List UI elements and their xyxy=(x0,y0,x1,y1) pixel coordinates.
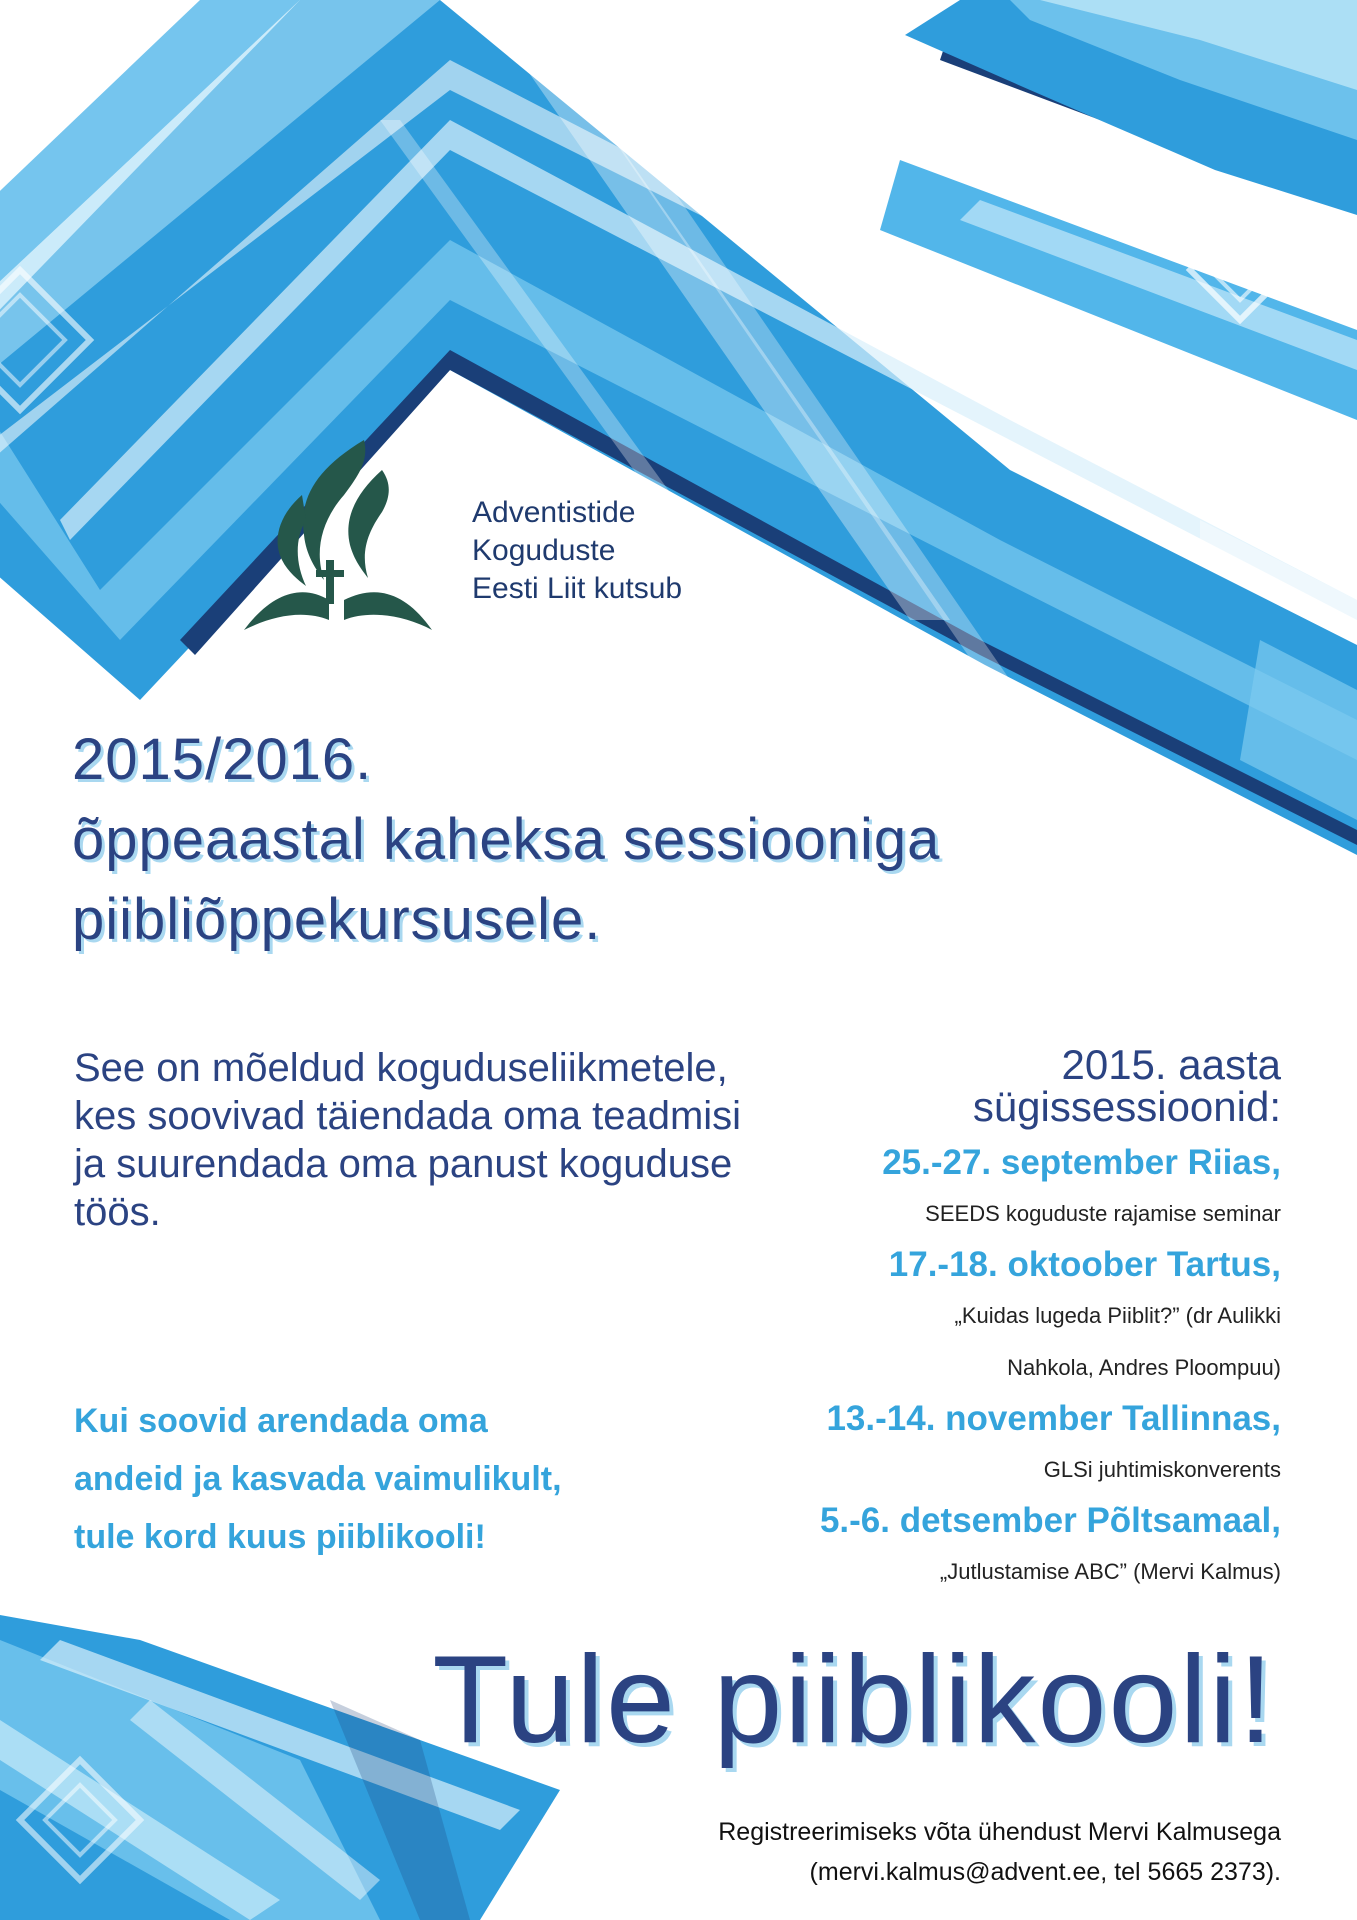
session-date: 13.-14. november Tallinnas, xyxy=(826,1399,1281,1438)
call-to-action xyxy=(74,1392,674,1566)
sessions-title-line-1: 2015. aasta xyxy=(1061,1041,1281,1088)
organization-name xyxy=(472,494,682,608)
sessions-title-line-2: sügissessioonid: xyxy=(972,1083,1281,1130)
headline-line-2: õppeaastal kaheksa sessiooniga xyxy=(72,807,941,872)
headline xyxy=(72,720,940,960)
contact-line-2: (mervi.kalmus@advent.ee, tel 5665 2373). xyxy=(809,1858,1281,1886)
sda-flame-bible-logo-icon xyxy=(244,440,432,630)
contact-info xyxy=(718,1812,1281,1892)
headline-line-1: 2015/2016. xyxy=(72,727,373,792)
cta-line-3: tule kord kuus piiblikooli! xyxy=(74,1518,486,1556)
org-line-1: Adventistide xyxy=(472,496,636,529)
contact-line-1: Registreerimiseks võta ühendust Mervi Kalmusega xyxy=(718,1818,1281,1846)
intro-paragraph: See on mõeldud koguduseliikmetele, kes soovivad täiendada oma teadmisi ja suurendada oma panust koguduse töös. xyxy=(74,1046,742,1234)
session-description: GLSi juhtimiskonverents xyxy=(1043,1457,1281,1482)
headline-line-3: piibliõppekursusele. xyxy=(72,887,602,952)
session-description-continued: Nahkola, Andres Ploompuu) xyxy=(1007,1355,1281,1380)
session-date: 5.-6. detsember Põltsamaal, xyxy=(819,1501,1281,1540)
session-description: SEEDS koguduste rajamise seminar xyxy=(925,1201,1281,1226)
org-line-2: Koguduste xyxy=(472,534,616,567)
session-description: „Kuidas lugeda Piiblit?” (dr Aulikki xyxy=(954,1303,1281,1328)
cta-line-2: andeid ja kasvada vaimulikult, xyxy=(74,1460,562,1498)
session-description: „Jutlustamise ABC” (Mervi Kalmus) xyxy=(939,1559,1281,1584)
main-title: Tule piiblikooli! xyxy=(432,1631,1275,1769)
cta-line-1: Kui soovid arendada oma xyxy=(74,1402,488,1440)
org-line-3: Eesti Liit kutsub xyxy=(472,572,683,605)
session-list xyxy=(641,1041,1281,1598)
session-date: 17.-18. oktoober Tartus, xyxy=(888,1245,1281,1284)
session-date: 25.-27. september Riias, xyxy=(882,1143,1281,1182)
